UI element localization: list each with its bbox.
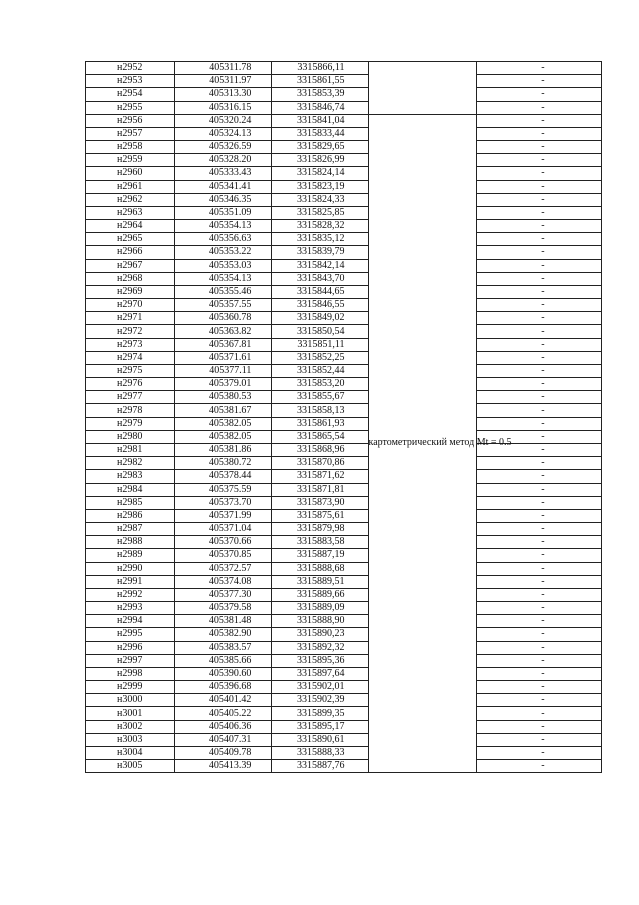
y-coordinate-cell: 3315853,20: [272, 378, 368, 391]
description-cell: -: [476, 62, 601, 75]
description-cell: -: [476, 746, 601, 759]
x-coordinate-cell: 405372.57: [175, 562, 272, 575]
y-coordinate-cell: 3315873,90: [272, 496, 368, 509]
x-coordinate-cell: 405320.24: [175, 114, 272, 127]
table-row: [86, 575, 602, 588]
point-name-cell: н2969: [86, 285, 175, 298]
description-cell: -: [476, 457, 601, 470]
y-coordinate-cell: 3315902,39: [272, 694, 368, 707]
y-coordinate-cell: 3315849,02: [272, 312, 368, 325]
point-name-cell: н2977: [86, 391, 175, 404]
x-coordinate-cell: 405356.63: [175, 233, 272, 246]
point-name-cell: н2998: [86, 667, 175, 680]
point-name-cell: н2965: [86, 233, 175, 246]
point-name-cell: н2974: [86, 351, 175, 364]
point-name-cell: н2967: [86, 259, 175, 272]
x-coordinate-cell: 405333.43: [175, 167, 272, 180]
point-name-cell: н3000: [86, 694, 175, 707]
y-coordinate-cell: 3315829,65: [272, 141, 368, 154]
description-cell: -: [476, 654, 601, 667]
x-coordinate-cell: 405401.42: [175, 694, 272, 707]
method-cell: картометрический метод Mt = 0.5: [368, 114, 476, 773]
table-row: [86, 615, 602, 628]
table-row: [86, 694, 602, 707]
x-coordinate-cell: 405379.01: [175, 378, 272, 391]
table-row: [86, 285, 602, 298]
x-coordinate-cell: 405413.39: [175, 760, 272, 773]
x-coordinate-cell: 405346.35: [175, 193, 272, 206]
description-cell: -: [476, 378, 601, 391]
y-coordinate-cell: 3315892,32: [272, 641, 368, 654]
point-name-cell: н3005: [86, 760, 175, 773]
x-coordinate-cell: 405355.46: [175, 285, 272, 298]
point-name-cell: н2970: [86, 299, 175, 312]
x-coordinate-cell: 405381.86: [175, 443, 272, 456]
y-coordinate-cell: 3315875,61: [272, 509, 368, 522]
table-row: [86, 364, 602, 377]
description-cell: -: [476, 417, 601, 430]
x-coordinate-cell: 405360.78: [175, 312, 272, 325]
x-coordinate-cell: 405381.48: [175, 615, 272, 628]
y-coordinate-cell: 3315835,12: [272, 233, 368, 246]
point-name-cell: н2962: [86, 193, 175, 206]
point-name-cell: н2971: [86, 312, 175, 325]
point-name-cell: н2979: [86, 417, 175, 430]
y-coordinate-cell: 3315861,93: [272, 417, 368, 430]
description-cell: -: [476, 233, 601, 246]
y-coordinate-cell: 3315853,39: [272, 88, 368, 101]
y-coordinate-cell: 3315823,19: [272, 180, 368, 193]
point-name-cell: н2958: [86, 141, 175, 154]
x-coordinate-cell: 405380.53: [175, 391, 272, 404]
description-cell: -: [476, 681, 601, 694]
x-coordinate-cell: 405351.09: [175, 206, 272, 219]
x-coordinate-cell: 405363.82: [175, 325, 272, 338]
y-coordinate-cell: 3315879,98: [272, 523, 368, 536]
x-coordinate-cell: 405405.22: [175, 707, 272, 720]
description-cell: -: [476, 220, 601, 233]
y-coordinate-cell: 3315855,67: [272, 391, 368, 404]
table-row: [86, 193, 602, 206]
table-row: [86, 509, 602, 522]
y-coordinate-cell: 3315895,36: [272, 654, 368, 667]
table-row: [86, 88, 602, 101]
y-coordinate-cell: 3315871,81: [272, 483, 368, 496]
table-row: [86, 430, 602, 443]
description-cell: -: [476, 114, 601, 127]
description-cell: -: [476, 430, 601, 443]
point-name-cell: н2975: [86, 364, 175, 377]
table-row: [86, 483, 602, 496]
table-row: [86, 206, 602, 219]
point-name-cell: н2982: [86, 457, 175, 470]
point-name-cell: н2984: [86, 483, 175, 496]
table-row: [86, 588, 602, 601]
y-coordinate-cell: 3315833,44: [272, 127, 368, 140]
y-coordinate-cell: 3315902,01: [272, 681, 368, 694]
description-cell: -: [476, 206, 601, 219]
table-row: [86, 667, 602, 680]
description-cell: -: [476, 391, 601, 404]
y-coordinate-cell: 3315852,25: [272, 351, 368, 364]
x-coordinate-cell: 405324.13: [175, 127, 272, 140]
y-coordinate-cell: 3315889,51: [272, 575, 368, 588]
table-row: [86, 141, 602, 154]
table-row: [86, 654, 602, 667]
y-coordinate-cell: 3315868,96: [272, 443, 368, 456]
point-name-cell: н2981: [86, 443, 175, 456]
table-row: [86, 154, 602, 167]
y-coordinate-cell: 3315843,70: [272, 272, 368, 285]
description-cell: -: [476, 299, 601, 312]
x-coordinate-cell: 405341.41: [175, 180, 272, 193]
table-row: [86, 299, 602, 312]
description-cell: -: [476, 141, 601, 154]
point-name-cell: н3004: [86, 746, 175, 759]
y-coordinate-cell: 3315888,68: [272, 562, 368, 575]
x-coordinate-cell: 405357.55: [175, 299, 272, 312]
point-name-cell: н2992: [86, 588, 175, 601]
x-coordinate-cell: 405311.97: [175, 75, 272, 88]
point-name-cell: н2986: [86, 509, 175, 522]
table-row: [86, 536, 602, 549]
table-row: [86, 496, 602, 509]
point-name-cell: н2987: [86, 523, 175, 536]
x-coordinate-cell: 405390.60: [175, 667, 272, 680]
description-cell: -: [476, 562, 601, 575]
description-cell: -: [476, 404, 601, 417]
coordinates-table: [85, 61, 602, 773]
table-row: [86, 75, 602, 88]
x-coordinate-cell: 405406.36: [175, 720, 272, 733]
table-row: [86, 101, 602, 114]
description-cell: -: [476, 154, 601, 167]
description-cell: -: [476, 88, 601, 101]
point-name-cell: н2959: [86, 154, 175, 167]
table-row: [86, 62, 602, 75]
coordinates-table-body: [86, 62, 602, 773]
y-coordinate-cell: 3315895,17: [272, 720, 368, 733]
description-cell: -: [476, 549, 601, 562]
y-coordinate-cell: 3315883,58: [272, 536, 368, 549]
table-row: [86, 233, 602, 246]
y-coordinate-cell: 3315890,23: [272, 628, 368, 641]
table-row: [86, 220, 602, 233]
point-name-cell: н2994: [86, 615, 175, 628]
table-row: [86, 523, 602, 536]
point-name-cell: н2988: [86, 536, 175, 549]
x-coordinate-cell: 405371.99: [175, 509, 272, 522]
x-coordinate-cell: 405353.03: [175, 259, 272, 272]
y-coordinate-cell: 3315871,62: [272, 470, 368, 483]
y-coordinate-cell: 3315846,55: [272, 299, 368, 312]
y-coordinate-cell: 3315866,11: [272, 62, 368, 75]
table-row: [86, 325, 602, 338]
table-row: [86, 378, 602, 391]
description-cell: -: [476, 312, 601, 325]
description-cell: -: [476, 575, 601, 588]
y-coordinate-cell: 3315865,54: [272, 430, 368, 443]
description-cell: -: [476, 760, 601, 773]
point-name-cell: н2980: [86, 430, 175, 443]
table-row: [86, 417, 602, 430]
method-cell-empty: [368, 62, 476, 115]
y-coordinate-cell: 3315842,14: [272, 259, 368, 272]
table-row: [86, 127, 602, 140]
table-row: [86, 167, 602, 180]
point-name-cell: н2983: [86, 470, 175, 483]
x-coordinate-cell: 405353.22: [175, 246, 272, 259]
table-row: [86, 114, 602, 127]
table-row: [86, 272, 602, 285]
x-coordinate-cell: 405381.67: [175, 404, 272, 417]
y-coordinate-cell: 3315861,55: [272, 75, 368, 88]
point-name-cell: н2973: [86, 338, 175, 351]
point-name-cell: н2996: [86, 641, 175, 654]
description-cell: -: [476, 325, 601, 338]
description-cell: -: [476, 101, 601, 114]
y-coordinate-cell: 3315887,76: [272, 760, 368, 773]
x-coordinate-cell: 405407.31: [175, 733, 272, 746]
table-row: [86, 470, 602, 483]
point-name-cell: н2972: [86, 325, 175, 338]
point-name-cell: н2955: [86, 101, 175, 114]
y-coordinate-cell: 3315851,11: [272, 338, 368, 351]
y-coordinate-cell: 3315897,64: [272, 667, 368, 680]
point-name-cell: н2997: [86, 654, 175, 667]
description-cell: -: [476, 443, 601, 456]
table-row: [86, 457, 602, 470]
description-cell: -: [476, 496, 601, 509]
y-coordinate-cell: 3315887,19: [272, 549, 368, 562]
point-name-cell: н2976: [86, 378, 175, 391]
description-cell: -: [476, 602, 601, 615]
table-row: [86, 443, 602, 456]
y-coordinate-cell: 3315824,14: [272, 167, 368, 180]
x-coordinate-cell: 405383.57: [175, 641, 272, 654]
table-row: [86, 180, 602, 193]
x-coordinate-cell: 405370.66: [175, 536, 272, 549]
description-cell: -: [476, 628, 601, 641]
point-name-cell: н2990: [86, 562, 175, 575]
table-row: [86, 733, 602, 746]
description-cell: -: [476, 720, 601, 733]
x-coordinate-cell: 405385.66: [175, 654, 272, 667]
y-coordinate-cell: 3315870,86: [272, 457, 368, 470]
y-coordinate-cell: 3315889,66: [272, 588, 368, 601]
table-row: [86, 628, 602, 641]
y-coordinate-cell: 3315828,32: [272, 220, 368, 233]
table-row: [86, 259, 602, 272]
x-coordinate-cell: 405382.05: [175, 430, 272, 443]
description-cell: -: [476, 167, 601, 180]
point-name-cell: н2953: [86, 75, 175, 88]
y-coordinate-cell: 3315888,33: [272, 746, 368, 759]
description-cell: -: [476, 694, 601, 707]
x-coordinate-cell: 405375.59: [175, 483, 272, 496]
y-coordinate-cell: 3315844,65: [272, 285, 368, 298]
x-coordinate-cell: 405311.78: [175, 62, 272, 75]
x-coordinate-cell: 405370.85: [175, 549, 272, 562]
table-row: [86, 760, 602, 773]
y-coordinate-cell: 3315899,35: [272, 707, 368, 720]
x-coordinate-cell: 405354.13: [175, 220, 272, 233]
x-coordinate-cell: 405382.05: [175, 417, 272, 430]
table-row: [86, 391, 602, 404]
description-cell: -: [476, 615, 601, 628]
x-coordinate-cell: 405382.90: [175, 628, 272, 641]
description-cell: -: [476, 127, 601, 140]
point-name-cell: н2993: [86, 602, 175, 615]
y-coordinate-cell: 3315841,04: [272, 114, 368, 127]
description-cell: -: [476, 707, 601, 720]
table-row: [86, 338, 602, 351]
point-name-cell: н2952: [86, 62, 175, 75]
point-name-cell: н2968: [86, 272, 175, 285]
description-cell: -: [476, 193, 601, 206]
table-row: [86, 549, 602, 562]
description-cell: -: [476, 364, 601, 377]
table-row: [86, 404, 602, 417]
table-row: [86, 641, 602, 654]
description-cell: -: [476, 351, 601, 364]
coordinates-sheet: [85, 61, 602, 773]
point-name-cell: н3002: [86, 720, 175, 733]
y-coordinate-cell: 3315889,09: [272, 602, 368, 615]
description-cell: -: [476, 470, 601, 483]
table-row: [86, 246, 602, 259]
x-coordinate-cell: 405377.30: [175, 588, 272, 601]
description-cell: -: [476, 536, 601, 549]
table-row: [86, 707, 602, 720]
y-coordinate-cell: 3315825,85: [272, 206, 368, 219]
point-name-cell: н2985: [86, 496, 175, 509]
description-cell: -: [476, 180, 601, 193]
x-coordinate-cell: 405379.58: [175, 602, 272, 615]
y-coordinate-cell: 3315888,90: [272, 615, 368, 628]
x-coordinate-cell: 405371.61: [175, 351, 272, 364]
x-coordinate-cell: 405316.15: [175, 101, 272, 114]
point-name-cell: н2960: [86, 167, 175, 180]
table-row: [86, 720, 602, 733]
description-cell: -: [476, 338, 601, 351]
x-coordinate-cell: 405380.72: [175, 457, 272, 470]
x-coordinate-cell: 405378.44: [175, 470, 272, 483]
table-row: [86, 562, 602, 575]
y-coordinate-cell: 3315839,79: [272, 246, 368, 259]
y-coordinate-cell: 3315852,44: [272, 364, 368, 377]
x-coordinate-cell: 405313.30: [175, 88, 272, 101]
x-coordinate-cell: 405377.11: [175, 364, 272, 377]
description-cell: -: [476, 523, 601, 536]
point-name-cell: н3003: [86, 733, 175, 746]
table-row: [86, 746, 602, 759]
description-cell: -: [476, 246, 601, 259]
point-name-cell: н2956: [86, 114, 175, 127]
x-coordinate-cell: 405354.13: [175, 272, 272, 285]
point-name-cell: н2989: [86, 549, 175, 562]
description-cell: -: [476, 75, 601, 88]
description-cell: -: [476, 667, 601, 680]
point-name-cell: н2964: [86, 220, 175, 233]
point-name-cell: н2995: [86, 628, 175, 641]
y-coordinate-cell: 3315846,74: [272, 101, 368, 114]
point-name-cell: н2954: [86, 88, 175, 101]
y-coordinate-cell: 3315826,99: [272, 154, 368, 167]
y-coordinate-cell: 3315858,13: [272, 404, 368, 417]
table-row: [86, 602, 602, 615]
point-name-cell: н2963: [86, 206, 175, 219]
point-name-cell: н2978: [86, 404, 175, 417]
description-cell: -: [476, 272, 601, 285]
x-coordinate-cell: 405326.59: [175, 141, 272, 154]
x-coordinate-cell: 405371.04: [175, 523, 272, 536]
x-coordinate-cell: 405328.20: [175, 154, 272, 167]
y-coordinate-cell: 3315824,33: [272, 193, 368, 206]
description-cell: -: [476, 509, 601, 522]
x-coordinate-cell: 405396.68: [175, 681, 272, 694]
point-name-cell: н2991: [86, 575, 175, 588]
description-cell: -: [476, 259, 601, 272]
point-name-cell: н2966: [86, 246, 175, 259]
description-cell: -: [476, 733, 601, 746]
y-coordinate-cell: 3315890,61: [272, 733, 368, 746]
point-name-cell: н2961: [86, 180, 175, 193]
point-name-cell: н2957: [86, 127, 175, 140]
table-row: [86, 351, 602, 364]
description-cell: -: [476, 588, 601, 601]
x-coordinate-cell: 405409.78: [175, 746, 272, 759]
table-row: [86, 312, 602, 325]
x-coordinate-cell: 405373.70: [175, 496, 272, 509]
table-row: [86, 681, 602, 694]
point-name-cell: н2999: [86, 681, 175, 694]
description-cell: -: [476, 285, 601, 298]
description-cell: -: [476, 641, 601, 654]
point-name-cell: н3001: [86, 707, 175, 720]
x-coordinate-cell: 405374.08: [175, 575, 272, 588]
x-coordinate-cell: 405367.81: [175, 338, 272, 351]
y-coordinate-cell: 3315850,54: [272, 325, 368, 338]
description-cell: -: [476, 483, 601, 496]
